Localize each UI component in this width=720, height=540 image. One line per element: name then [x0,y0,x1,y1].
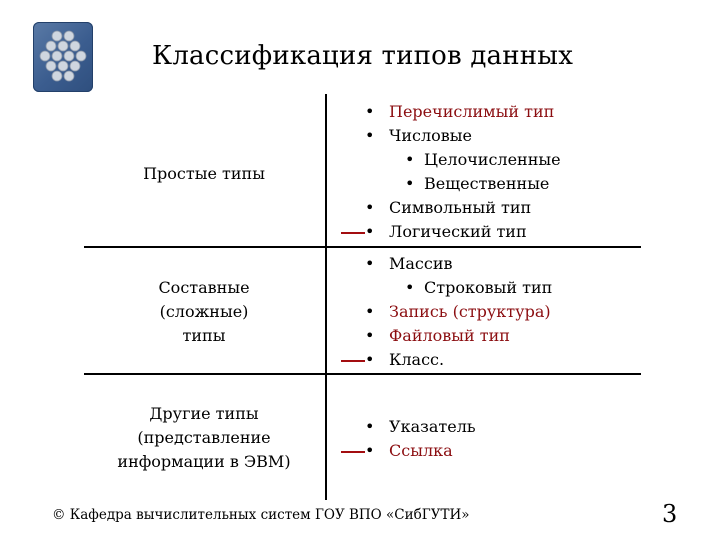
list-item-text: Класс. [389,350,445,369]
table-row-divider [84,246,641,248]
molecule-icon [33,22,93,92]
list-item-text: Логический тип [389,222,527,241]
list-item-text: Ссылка [389,441,453,460]
category-label-line: Простые типы [143,164,265,183]
strikethrough-line [341,232,365,234]
category-label-line: информации в ЭВМ) [117,452,291,471]
category-label-line: Другие типы [149,404,259,423]
list-item-text: Массив [389,254,453,273]
category-simple-types [84,162,324,186]
list-item-text: Целочисленные [424,150,561,169]
list-item-text: Файловый тип [389,326,510,345]
list-item-text: Запись (структура) [389,302,551,321]
strikethrough-line [341,360,365,362]
footer-copyright: © Кафедра вычислительных систем ГОУ ВПО «СибГУТИ» [52,507,470,523]
slide-title: Классификация типов данных [152,41,574,71]
strikethrough-line [341,451,365,453]
list-item-text: Вещественные [424,174,550,193]
category-composite-types [84,276,324,348]
category-label-line: Составные [158,278,250,297]
list-item-text: Символьный тип [389,198,532,217]
table-vertical-divider [325,94,327,500]
list-item-text: Числовые [389,126,472,145]
page-number: 3 [662,500,678,528]
category-label-line: (сложные) [159,302,249,321]
category-label-line: (представление [137,428,271,447]
list-item-text: Перечислимый тип [389,102,555,121]
category-label-line: типы [182,326,226,345]
list-item-text: Указатель [389,417,476,436]
university-logo [33,22,93,92]
table-row-divider [84,373,641,375]
list-item-text: Строковый тип [424,278,553,297]
category-other-types [84,402,324,474]
